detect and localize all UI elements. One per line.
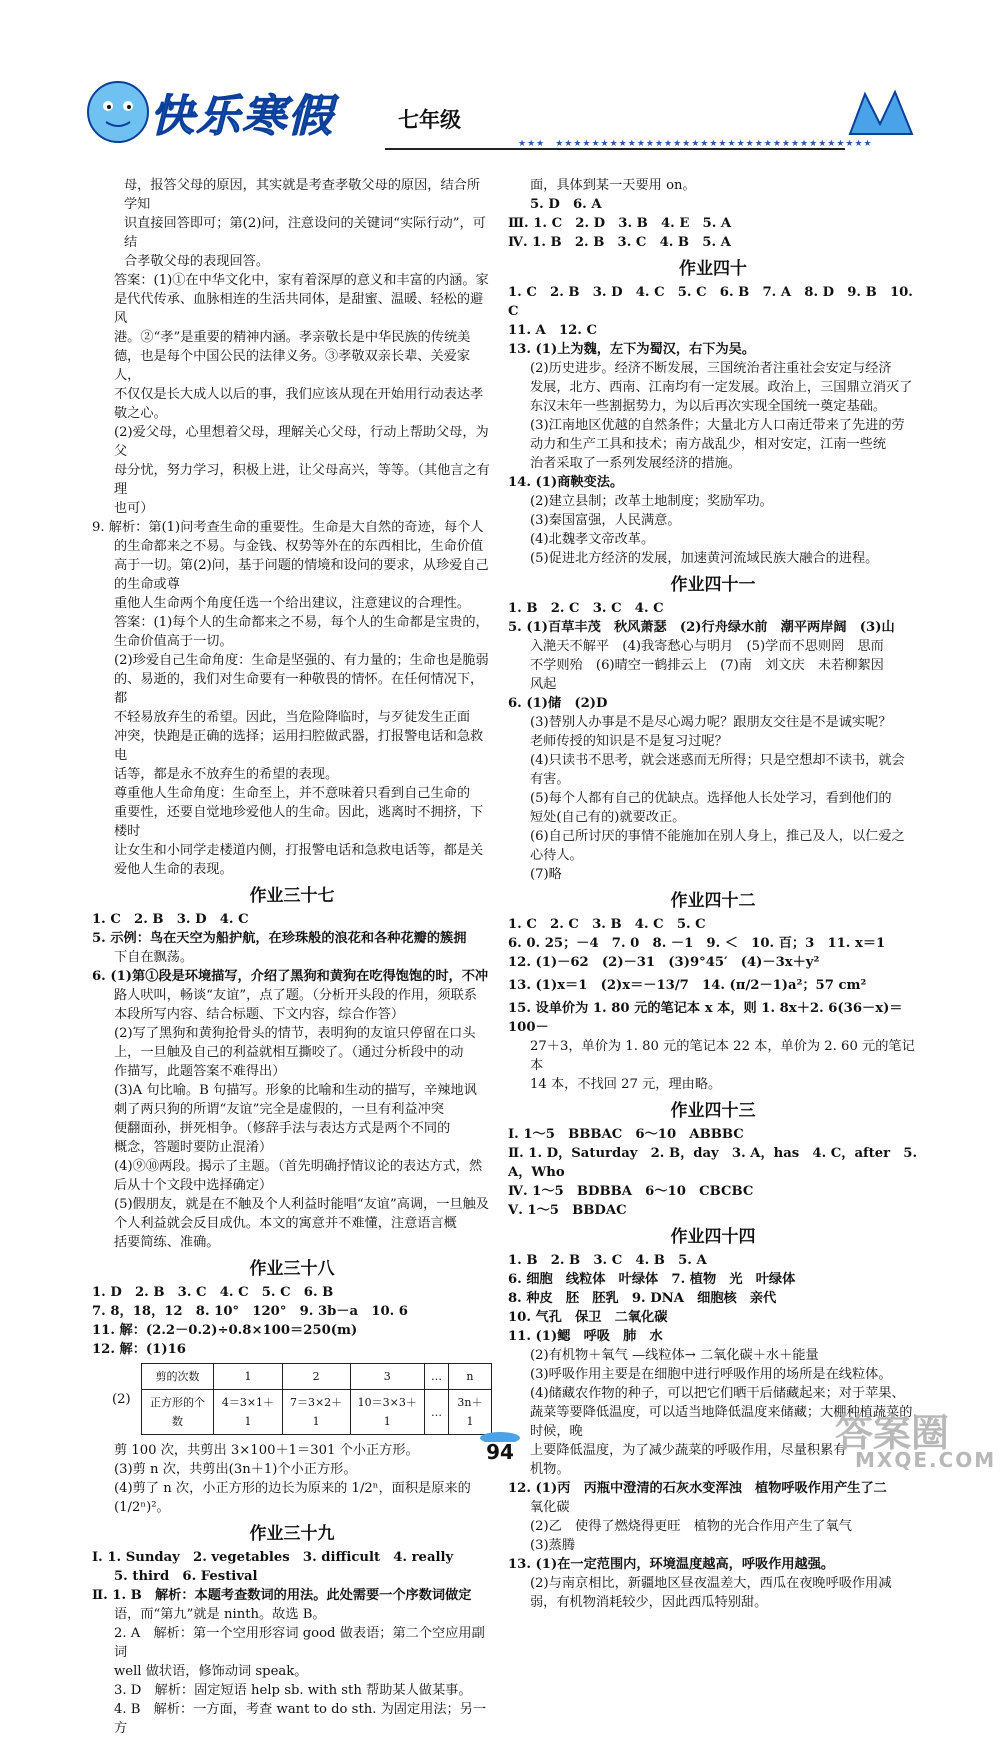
text-line: (4)北魏孝文帝改革。 [530,532,655,547]
page-header [80,66,920,154]
section-heading: 作业三十九 [249,1524,335,1544]
text-line: 高于一切。第(2)问，基于问题的情境和设问的要求，从珍爱自己的生命或尊 [114,558,489,592]
table-cell: 3 [350,1364,424,1390]
text-line: 作描写，此题答案不难得出） [114,1064,286,1079]
text-line: 下自在飘荡。 [114,950,194,965]
text-line: Ⅰ. 1. Sunday 2. vegetables 3. difficult 4. really [92,1550,454,1565]
right-column [508,176,918,1612]
text-line: (1/2ⁿ)²。 [114,1500,170,1515]
text-line: 也可） [114,501,154,516]
text-line: 答案：(1)每个人的生命都来之不易，每个人的生命都是宝贵的， [114,615,489,630]
text-line: 7. 8，18，12 8. 10° 120° 9. 3b－a 10. 6 [92,1304,408,1319]
text-line: 11. (1)鳃 呼吸 肺 水 [508,1329,663,1344]
text-line: 心待人。 [530,848,583,863]
text-line: 不学则殆 (6)晴空一鹤排云上 (7)南 刘文庆 未若柳絮因 [530,658,884,673]
text-line: (2)乙 使得了燃烧得更旺 植物的光合作用产生了氧气 [530,1519,852,1534]
page-number [466,1440,534,1470]
text-line: 刺了两只狗的所谓“友谊”完全是虚假的，一旦有利益冲突 [114,1102,444,1117]
text-line: 不仅仅是长大成人以后的事，我们应该从现在开始用行动表达孝 [114,387,484,402]
cut-count-table-block [112,1363,492,1435]
text-line: (3)蒸腾 [530,1538,576,1553]
text-line: 6. (1)第①段是环境描写，介绍了黑狗和黄狗在吃得饱饱的时，不冲 [92,969,489,984]
table-cell: … [424,1364,448,1390]
text-line: 1. C 2. C 3. B 4. C 5. C [508,917,706,932]
text-line: 让女生和小同学走楼道内侧，打报警电话和急救电话等，都是关 [114,843,484,858]
text-line: 11. A 12. C [508,323,597,338]
text-line: 不轻易放弃生的希望。因此，当危险降临时，与歹徒发生正面 [114,710,471,725]
text-line: 氧化碳 [530,1500,570,1515]
text-line: 括要简练、准确。 [114,1235,220,1250]
text-line: 敬之心。 [114,406,167,421]
text-line: 5. D 6. A [530,197,602,212]
text-line: (3)呼吸作用主要是在细胞中进行呼吸作用的场所是在线粒体。 [530,1367,892,1382]
text-line: 1. C 2. B 3. D 4. C [92,912,249,927]
section-heading: 作业三十七 [249,886,335,906]
text-line: 6. 0. 25；－4 7. 0 8. －1 9. ＜ 10. 百；3 11. x＝1 [508,936,886,951]
table-label: (2) [112,1391,131,1407]
text-line: 剪 100 次，共剪出 3×100＋1＝301 个小正方形。 [114,1443,419,1458]
text-line: (2)有机物＋氧气 —线粒体→ 二氧化碳＋水＋能量 [530,1348,819,1363]
text-line: (3)秦国富强，人民满意。 [530,513,681,528]
text-line: Ⅲ. 1. C 2. D 3. B 4. E 5. A [508,216,732,231]
text-line: 有害。 [530,772,570,787]
text-line: Ⅴ. 1～5 BBDAC [508,1203,627,1218]
table-cell: 7＝3×2＋1 [282,1390,350,1435]
text-line: (2)建立县制；改革土地制度；奖励军功。 [530,494,773,509]
text-line: 机物。 [530,1462,570,1477]
text-line: 3. D 解析：固定短语 help sb. with sth 帮助某人做某事。 [114,1683,472,1698]
text-line: 12. (1)－62 (2)－31 (3)9°45′ (4)－3x＋y² [508,955,820,970]
text-line: 尊重他人生命角度：生命至上，并不意味着只看到自己生命的 [114,786,471,801]
text-line: 生命价值高于一切。 [114,634,233,649]
text-line: 10. 气孔 保卫 二氧化碳 [508,1310,668,1325]
star-row-icon: ★★★ ★★★★★★★★★★★★★★★★★★★★★★★★★★★★★★★★★★★ [518,139,873,149]
text-line: 是代代传承、血脉相连的生活共同体，是甜蜜、温暖、轻松的避风 [114,292,484,326]
section-heading: 作业四十 [679,259,747,279]
watermark-site: MXQE.COM [855,1448,997,1472]
text-line: (4)只读书不思考，就会迷惑而无所得；只是空想却不读书，就会 [530,753,905,768]
table-cell: … [424,1390,448,1435]
text-line: 路人吠叫，畅谈“友谊”，点了题。（分析开头段的作用，须联系 [114,988,477,1003]
text-line: 便翻面孙，拼死相争。（修辞手法与表达方式是两个不同的 [114,1121,451,1136]
text-line: (6)自己所讨厌的事情不能施加在别人身上，推己及人，以仁爱之 [530,829,905,844]
text-line: 面，具体到某一天要用 on。 [530,178,696,193]
text-line: 14. (1)商鞅变法。 [508,475,624,490]
text-line: 重要性，还要自觉地珍爱他人的生命。因此，逃离时不拥挤，下楼时 [114,805,484,839]
text-line: (2)珍爱自己生命角度：生命是坚强的、有力量的；生命也是脆弱 [114,653,489,668]
watermark-title: 答案圈 [835,1411,950,1455]
text-line: 本段所写内容、结合标题、下文内容，综合作答） [114,1007,405,1022]
grade-label: 七年级 [398,107,461,132]
logo [80,74,370,146]
text-line: 弱，有机物消耗较少，因此西瓜特别甜。 [530,1595,768,1610]
text-line: 5. third 6. Festival [114,1569,258,1584]
cut-count-table [141,1363,492,1435]
text-line: (5)假朋友，就是在不触及个人利益时能唱“友谊”高调，一旦触及 [114,1197,490,1212]
text-line: (3)替别人办事是不是尽心竭力呢？跟朋友交往是不是诚实呢？ [530,715,892,730]
text-line: (5)促进北方经济的发展，加速黄河流域民族大融合的进程。 [530,551,879,566]
text-line: well 做状语，修饰动词 speak。 [114,1664,308,1679]
text-line: 短处(自己有的)就要改正。 [530,810,686,825]
text-line: 14 本，不找回 27 元，理由略。 [530,1077,722,1092]
text-line: (7)略 [530,867,562,882]
text-line: 治者采取了一系列发展经济的措施。 [530,456,741,471]
text-line: 5. (1)百草丰茂 秋风萧瑟 (2)行舟绿水前 潮平两岸阔 (3)山 [508,620,895,635]
text-line: 爱他人生命的表现。 [114,862,233,877]
table-cell: n [448,1364,491,1390]
text-line: 语，而“第九”就是 ninth。故选 B。 [114,1607,326,1622]
text-line: 1. C 2. B 3. D 4. C 5. C 6. B 7. A 8. D 9. B 10. C [508,285,913,319]
penguin-icon [466,1430,534,1442]
text-line: 港。②“孝”是重要的精神内涵。孝亲敬长是中华民族的传统美 [114,330,471,345]
text-line: 蔬菜等要降低温度，可以适当地降低温度来储藏；大棚种植蔬菜的时候，晚 [530,1405,913,1439]
text-line: (2)历史进步。经济不断发展，三国统治者注重社会安定与经济 [530,361,892,376]
table-cell: 2 [282,1364,350,1390]
penguin-decoration-icon [840,84,920,144]
text-line: 11. 解：(2.2－0.2)÷0.8×100＝250(m) [92,1323,358,1338]
table-cell: 3n＋1 [448,1390,491,1435]
text-line: (2)写了黑狗和黄狗抢骨头的情节，表明狗的友谊只停留在口头 [114,1026,476,1041]
text-line: 4. B 解析：一方面，考查 want to do sth. 为固定用法；另一方 [114,1702,487,1736]
section-heading: 作业四十一 [670,575,756,595]
text-line: (2)爱父母，心里想着父母，理解关心父母，行动上帮助父母，为父 [114,425,489,459]
section-heading: 作业三十八 [249,1259,335,1279]
page-number-text: 94 [486,1440,514,1464]
text-line: 动力和生产工具和技术；南方战乱少，相对安定，江南一些统 [530,437,887,452]
text-line: 27＋3，单价为 1. 80 元的笔记本 22 本，单价为 2. 60 元的笔记本 [530,1039,915,1073]
table-cell: 10＝3×3＋1 [350,1390,424,1435]
text-line: 13. (1)在一定范围内，环境温度越高，呼吸作用越强。 [508,1557,835,1572]
section-heading: 作业四十三 [670,1101,756,1121]
text-line: (5)每个人都有自己的优缺点。选择他人长处学习，看到他们的 [530,791,892,806]
text-line: 上，一旦触及自己的利益就相互撕咬了。（通过分析段中的动 [114,1045,464,1060]
text-line: 2. A 解析：第一个空用形容词 good 做表语；第二个空应用副词 [114,1626,485,1660]
text-line: 1. B 2. C 3. C 4. C [508,601,664,616]
watermark [835,1402,995,1474]
table-row [141,1364,491,1390]
text-line: 上要降低温度，为了减少蔬菜的呼吸作用，尽量积累有 [530,1443,847,1458]
text-line: Ⅳ. 1～5 BDBBA 6～10 CBCBC [508,1184,754,1199]
text-line: 后从十个文段中选择确定） [114,1178,273,1193]
text-line: 的、易逝的，我们对生命要有一种敬畏的情怀。在任何情况下，都 [114,672,484,706]
text-line: 6. 细胞 线粒体 叶绿体 7. 植物 光 叶绿体 [508,1272,796,1287]
text-line: Ⅱ. 1. B 解析：本题考查数词的用法。此处需要一个序数词做定 [92,1588,472,1603]
text-line: (2)与南京相比，新疆地区昼夜温差大，西瓜在夜晚呼吸作用减 [530,1576,892,1591]
text-line: Ⅳ. 1. B 2. B 3. C 4. B 5. A [508,235,731,250]
text-line: 概念，答题时要防止混淆） [114,1140,273,1155]
text-line: 8. 种皮 胚 胚乳 9. DNA 细胞核 亲代 [508,1291,777,1306]
text-line: 合孝敬父母的表现回答。 [124,254,270,269]
section-heading: 作业四十二 [670,891,756,911]
text-line: 1. B 2. B 3. C 4. B 5. A [508,1253,707,1268]
text-line: 答案：(1)①在中华文化中，家有着深厚的意义和丰富的内涵。家 [114,273,489,288]
text-line: 识直接回答即可；第(2)问，注意设问的关键词“实际行动”，可结 [124,216,486,250]
table-cell: 正方形的个数 [141,1390,214,1435]
text-line: 东汉末年一些割据势力，为以后再次实现全国统一奠定基础。 [530,399,887,414]
table-cell: 剪的次数 [141,1364,214,1390]
text-line: Ⅰ. 1～5 BBBAC 6～10 ABBBC [508,1127,744,1142]
text-line: 话等，都是永不放弃生的希望的表现。 [114,767,339,782]
text-line: 1. D 2. B 3. C 4. C 5. C 6. B [92,1285,334,1300]
section-heading: 作业四十四 [670,1227,756,1247]
table-cell: 1 [214,1364,282,1390]
text-line: 发展，北方、西南、江南均有一定发展。政治上，三国鼎立消灭了 [530,380,913,395]
left-column [92,176,492,1738]
text-line: (3)江南地区优越的自然条件；大量北方人口南迁带来了先进的劳 [530,418,905,433]
text-line: 13. (1)x＝1 (2)x＝－13/7 14. (π/2－1)a²；57 cm² [508,978,867,993]
text-line: (4)⑨⑩两段。揭示了主题。（首先明确抒情议论的表达方式，然 [114,1159,483,1174]
text-line: 老师传授的知识是不是复习过呢？ [530,734,728,749]
text-line: 德，也是每个中国公民的法律义务。③孝敬双亲长辈、关爱家人， [114,349,471,383]
text-line: 15. 设单价为 1. 80 元的笔记本 x 本，则 1. 8x＋2. 6(36－x)＝100－ [508,1001,903,1035]
text-line: 冲突，快跑是正确的选择；运用扫腔做武器，打报警电话和急救电 [114,729,484,763]
text-line: 个人利益就会反目成仇。本文的寓意并不难懂，注意语言概 [114,1216,457,1231]
text-line: (4)储藏农作物的种子，可以把它们晒干后储藏起来；对于苹果、 [530,1386,905,1401]
text-line: (3)剪 n 次，共剪出(3n＋1)个小正方形。 [114,1462,357,1477]
text-line: 12. (1)丙 丙瓶中澄清的石灰水变浑浊 植物呼吸作用产生了二 [508,1481,887,1496]
text-line: 母，报答父母的原因，其实就是考查孝敬父母的原因，结合所学知 [124,178,481,212]
text-line: (3)A 句比喻。B 句描写。形象的比喻和生动的描写，辛辣地讽 [114,1083,477,1098]
text-line: 9. 解析：第(1)问考查生命的重要性。生命是大自然的奇迹，每个人 [92,520,484,535]
text-line: Ⅱ. 1. D，Saturday 2. B，day 3. A，has 4. C，after 5. A，Who [508,1146,918,1180]
text-line: 的生命都来之不易。与金钱、权势等外在的东西相比，生命价值 [114,539,484,554]
mascot-icon [80,74,160,146]
text-line: 6. (1)储 (2)D [508,696,608,711]
text-line: 风起 [530,677,557,692]
text-line: (4)剪了 n 次，小正方形的边长为原来的 1/2ⁿ，面积是原来的 [114,1481,471,1496]
table-cell: 4＝3×1＋1 [214,1390,282,1435]
text-line: 13. (1)上为魏，左下为蜀汉，右下为吴。 [508,342,756,357]
text-line: 5. 示例：鸟在天空为船护航，在珍珠般的浪花和各种花瓣的簇拥 [92,931,467,946]
table-row [141,1390,491,1435]
text-line: 重他人生命两个角度任选一个给出建议，注意建议的合理性。 [114,596,471,611]
text-line: 入滟天不解平 (4)我寄愁心与明月 (5)学而不思则罔 思而 [530,639,884,654]
text-line: 母分忧，努力学习，积极上进，让父母高兴，等等。（其他言之有理 [114,463,490,497]
text-line: 12. 解：(1)16 [92,1342,186,1357]
logo-text: 快乐寒假 [150,91,334,142]
